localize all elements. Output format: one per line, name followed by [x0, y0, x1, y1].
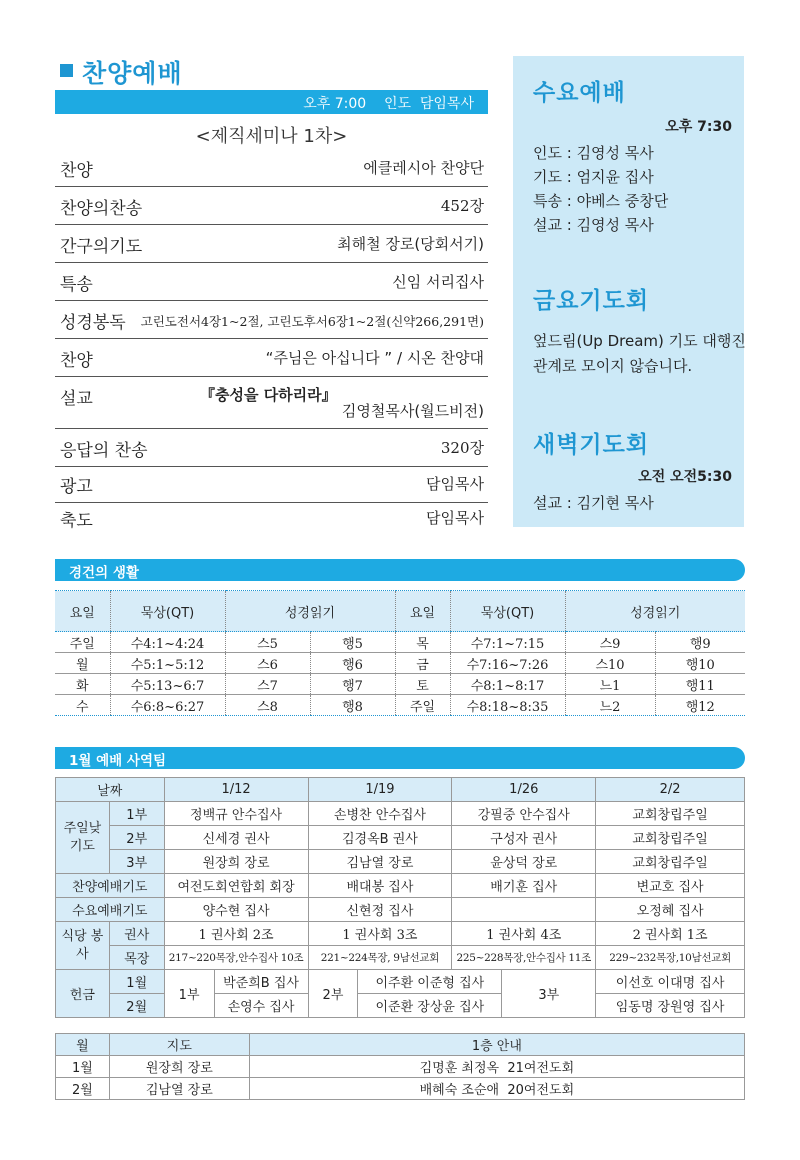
- table-cell: 스9: [565, 632, 655, 653]
- order-row: [55, 264, 488, 301]
- sermon-speaker-row: [55, 390, 488, 430]
- table-cell: 수5:1~5:12: [110, 653, 225, 674]
- sermon-title: 『충성을 다하리라』: [200, 386, 337, 404]
- table-row: [56, 970, 745, 994]
- part-label: 1부: [109, 802, 164, 826]
- kitchen-label: 식당 봉사: [56, 922, 110, 970]
- order-label: 축도: [60, 511, 93, 531]
- table-cell: 배혜숙 조순애 20여전도회: [249, 1078, 744, 1100]
- table-cell: 배기훈 집사: [452, 874, 596, 898]
- part-label: 3부: [502, 970, 596, 1018]
- role-label: 목장: [109, 946, 164, 970]
- order-row: [55, 340, 488, 377]
- wednesday-time: 오후 7:30: [665, 119, 732, 135]
- table-cell: 이준환 장상윤 집사: [358, 994, 502, 1018]
- table-cell: 강필중 안수집사: [452, 802, 596, 826]
- order-row: [55, 188, 488, 225]
- table-cell: 윤상덕 장로: [452, 850, 596, 874]
- header-cell: 지도: [109, 1034, 249, 1056]
- order-value: 에클레시아 찬양단: [363, 159, 484, 177]
- table-row: [56, 850, 745, 874]
- table-cell: 주일: [395, 695, 450, 716]
- table-cell: 1 권사회 2조: [164, 922, 308, 946]
- devotion-table: [55, 590, 745, 716]
- wednesday-line: 인도 : 김영성 목사: [533, 144, 654, 162]
- table-cell: 수4:1~4:24: [110, 632, 225, 653]
- table-cell: 217~220목장,안수집사 10조: [164, 946, 308, 970]
- offering-label: 헌금: [56, 970, 110, 1018]
- table-row: [56, 826, 745, 850]
- table-cell: 스7: [225, 674, 310, 695]
- wednesday-line: 설교 : 김영성 목사: [533, 216, 654, 234]
- table-row: [56, 1078, 745, 1100]
- order-label: 특송: [60, 275, 93, 295]
- sermon-label: 설교: [60, 389, 93, 409]
- table-cell: 여전도회연합회 회장: [164, 874, 308, 898]
- table-cell: 2 권사회 1조: [596, 922, 745, 946]
- table-cell: 변교호 집사: [596, 874, 745, 898]
- date-label: 날짜: [56, 778, 165, 802]
- month-label: 2월: [109, 994, 164, 1018]
- order-value: 담임목사: [426, 475, 484, 493]
- header-cell: 묵상(QT): [450, 591, 565, 632]
- part-label: 2부: [308, 970, 358, 1018]
- table-row: [56, 802, 745, 826]
- table-cell: 금: [395, 653, 450, 674]
- table-cell: 신세경 권사: [164, 826, 308, 850]
- order-label: 광고: [60, 477, 93, 497]
- order-value: 신임 서리집사: [392, 273, 484, 291]
- table-cell: 221~224목장, 9남선교회: [308, 946, 452, 970]
- part-label: 3부: [109, 850, 164, 874]
- header-cell: 요일: [395, 591, 450, 632]
- table-row: [56, 898, 745, 922]
- header-cell: 요일: [55, 591, 110, 632]
- wednesday-line: 특송 : 야베스 중창단: [533, 192, 669, 210]
- table-cell: 목: [395, 632, 450, 653]
- table-cell: 오정혜 집사: [596, 898, 745, 922]
- table-row: [56, 994, 745, 1018]
- table-cell: 정백규 안수집사: [164, 802, 308, 826]
- table-cell: 느2: [565, 695, 655, 716]
- order-row: [55, 500, 488, 536]
- table-cell: 신현정 집사: [308, 898, 452, 922]
- header-cell: 1층 안내: [249, 1034, 744, 1056]
- table-cell: 스8: [225, 695, 310, 716]
- table-row: [55, 653, 745, 674]
- table-cell: 박준희B 집사: [214, 970, 308, 994]
- friday-line: 관계로 모이지 않습니다.: [533, 357, 693, 375]
- friday-title: 금요기도회: [533, 288, 650, 314]
- wed-prayer-label: 수요예배기도: [56, 898, 165, 922]
- order-label: 찬양: [60, 161, 93, 181]
- table-cell: 행11: [655, 674, 745, 695]
- table-cell: 수: [55, 695, 110, 716]
- order-value: 452장: [440, 197, 484, 215]
- table-cell: 행8: [310, 695, 395, 716]
- table-cell: 주일: [55, 632, 110, 653]
- header-cell: 성경읽기: [565, 591, 745, 632]
- header-cell: 월: [56, 1034, 110, 1056]
- table-cell: 손영수 집사: [214, 994, 308, 1018]
- table-cell: 느1: [565, 674, 655, 695]
- table-cell: 원장희 장로: [164, 850, 308, 874]
- order-label: 응답의 찬송: [60, 441, 148, 461]
- date-cell: 1/19: [308, 778, 452, 802]
- role-label: 권사: [109, 922, 164, 946]
- table-cell: 1 권사회 3조: [308, 922, 452, 946]
- order-label: 찬양의찬송: [60, 199, 143, 219]
- praise-prayer-label: 찬양예배기도: [56, 874, 165, 898]
- table-cell: 스6: [225, 653, 310, 674]
- table-cell: 수7:1~7:15: [450, 632, 565, 653]
- table-cell: 수7:16~7:26: [450, 653, 565, 674]
- table-row: [56, 922, 745, 946]
- table-cell: 양수현 집사: [164, 898, 308, 922]
- table-cell: 교회창립주일: [596, 826, 745, 850]
- wednesday-line: 기도 : 엄지윤 집사: [533, 168, 654, 186]
- order-value: 담임목사: [426, 509, 484, 527]
- table-cell: 이선호 이대명 집사: [596, 970, 745, 994]
- seminar-heading: <제직세미나 1차>: [195, 126, 348, 147]
- order-label: 간구의기도: [60, 237, 143, 257]
- dawn-line: 설교 : 김기현 목사: [533, 494, 654, 512]
- order-row: [55, 466, 488, 503]
- order-label: 찬양: [60, 351, 93, 371]
- header-cell: 성경읽기: [225, 591, 395, 632]
- table-cell: 화: [55, 674, 110, 695]
- wednesday-title: 수요예배: [533, 80, 626, 106]
- table-cell: 김남열 장로: [308, 850, 452, 874]
- service-time: 오후 7:00 인도 담임목사: [303, 96, 474, 112]
- table-row: [56, 946, 745, 970]
- table-row: [55, 695, 745, 716]
- guide-table: [55, 1033, 745, 1100]
- table-cell: 스5: [225, 632, 310, 653]
- table-cell: 1 권사회 4조: [452, 922, 596, 946]
- table-cell: 행10: [655, 653, 745, 674]
- table-cell: 김남열 장로: [109, 1078, 249, 1100]
- ministry-title: 1월 예배 사역팀: [69, 753, 167, 769]
- part-label: 1부: [164, 970, 214, 1018]
- table-row: [56, 1056, 745, 1078]
- order-label: 성경봉독: [60, 313, 126, 333]
- order-row: [55, 150, 488, 187]
- table-header-row: [55, 591, 745, 632]
- devotion-title: 경건의 생활: [69, 565, 139, 581]
- table-cell: 수8:18~8:35: [450, 695, 565, 716]
- table-cell: 교회창립주일: [596, 802, 745, 826]
- table-cell: 행5: [310, 632, 395, 653]
- table-cell: 배대봉 집사: [308, 874, 452, 898]
- order-value: “주님은 아십니다 ” / 시온 찬양대: [265, 349, 484, 367]
- date-cell: 1/26: [452, 778, 596, 802]
- table-cell: 구성자 권사: [452, 826, 596, 850]
- table-cell: 김명훈 최정옥 21여전도회: [249, 1056, 744, 1078]
- order-value: 320장: [440, 439, 484, 457]
- table-header-row: [56, 1034, 745, 1056]
- dawn-title: 새벽기도회: [533, 432, 650, 458]
- order-value: 최해철 장로(당회서기): [337, 235, 484, 253]
- table-cell: [452, 898, 596, 922]
- table-row: [55, 674, 745, 695]
- table-cell: 손병찬 안수집사: [308, 802, 452, 826]
- ministry-table: [55, 777, 745, 1018]
- right-panel: [513, 56, 744, 527]
- part-label: 2부: [109, 826, 164, 850]
- table-cell: 행9: [655, 632, 745, 653]
- date-cell: 2/2: [596, 778, 745, 802]
- table-cell: 229~232목장,10남선교회: [596, 946, 745, 970]
- title-square-icon: [60, 64, 73, 77]
- table-row: [55, 632, 745, 653]
- table-cell: 225~228목장,안수집사 11조: [452, 946, 596, 970]
- devotion-section-bar: [55, 559, 745, 581]
- table-row: [56, 874, 745, 898]
- order-row: [55, 302, 488, 339]
- friday-line: 엎드림(Up Dream) 기도 대행진: [533, 332, 746, 350]
- table-cell: 원장희 장로: [109, 1056, 249, 1078]
- sermon-speaker: 김영철목사(월드비전): [341, 402, 484, 420]
- table-cell: 수8:1~8:17: [450, 674, 565, 695]
- table-cell: 교회창립주일: [596, 850, 745, 874]
- order-value: 고린도전서4장1~2절, 고린도후서6장1~2절(신약266,291면): [140, 314, 484, 329]
- table-cell: 수5:13~6:7: [110, 674, 225, 695]
- date-cell: 1/12: [164, 778, 308, 802]
- table-cell: 수6:8~6:27: [110, 695, 225, 716]
- table-cell: 행6: [310, 653, 395, 674]
- service-time-bar: [55, 90, 488, 114]
- table-cell: 토: [395, 674, 450, 695]
- service-title: 찬양예배: [82, 59, 183, 88]
- header-cell: 묵상(QT): [110, 591, 225, 632]
- table-cell: 임동명 장원영 집사: [596, 994, 745, 1018]
- table-cell: 행12: [655, 695, 745, 716]
- order-row: [55, 430, 488, 467]
- table-cell: 김경옥B 권사: [308, 826, 452, 850]
- order-row: [55, 226, 488, 263]
- date-row: [56, 778, 745, 802]
- table-cell: 이주환 이준형 집사: [358, 970, 502, 994]
- table-cell: 스10: [565, 653, 655, 674]
- table-cell: 2월: [56, 1078, 110, 1100]
- table-cell: 월: [55, 653, 110, 674]
- dawn-time: 오전 오전5:30: [638, 469, 732, 485]
- ministry-section-bar: [55, 747, 745, 769]
- table-cell: 1월: [56, 1056, 110, 1078]
- sunday-prayer-label: 주일낮 기도: [56, 802, 110, 874]
- table-cell: 행7: [310, 674, 395, 695]
- month-label: 1월: [109, 970, 164, 994]
